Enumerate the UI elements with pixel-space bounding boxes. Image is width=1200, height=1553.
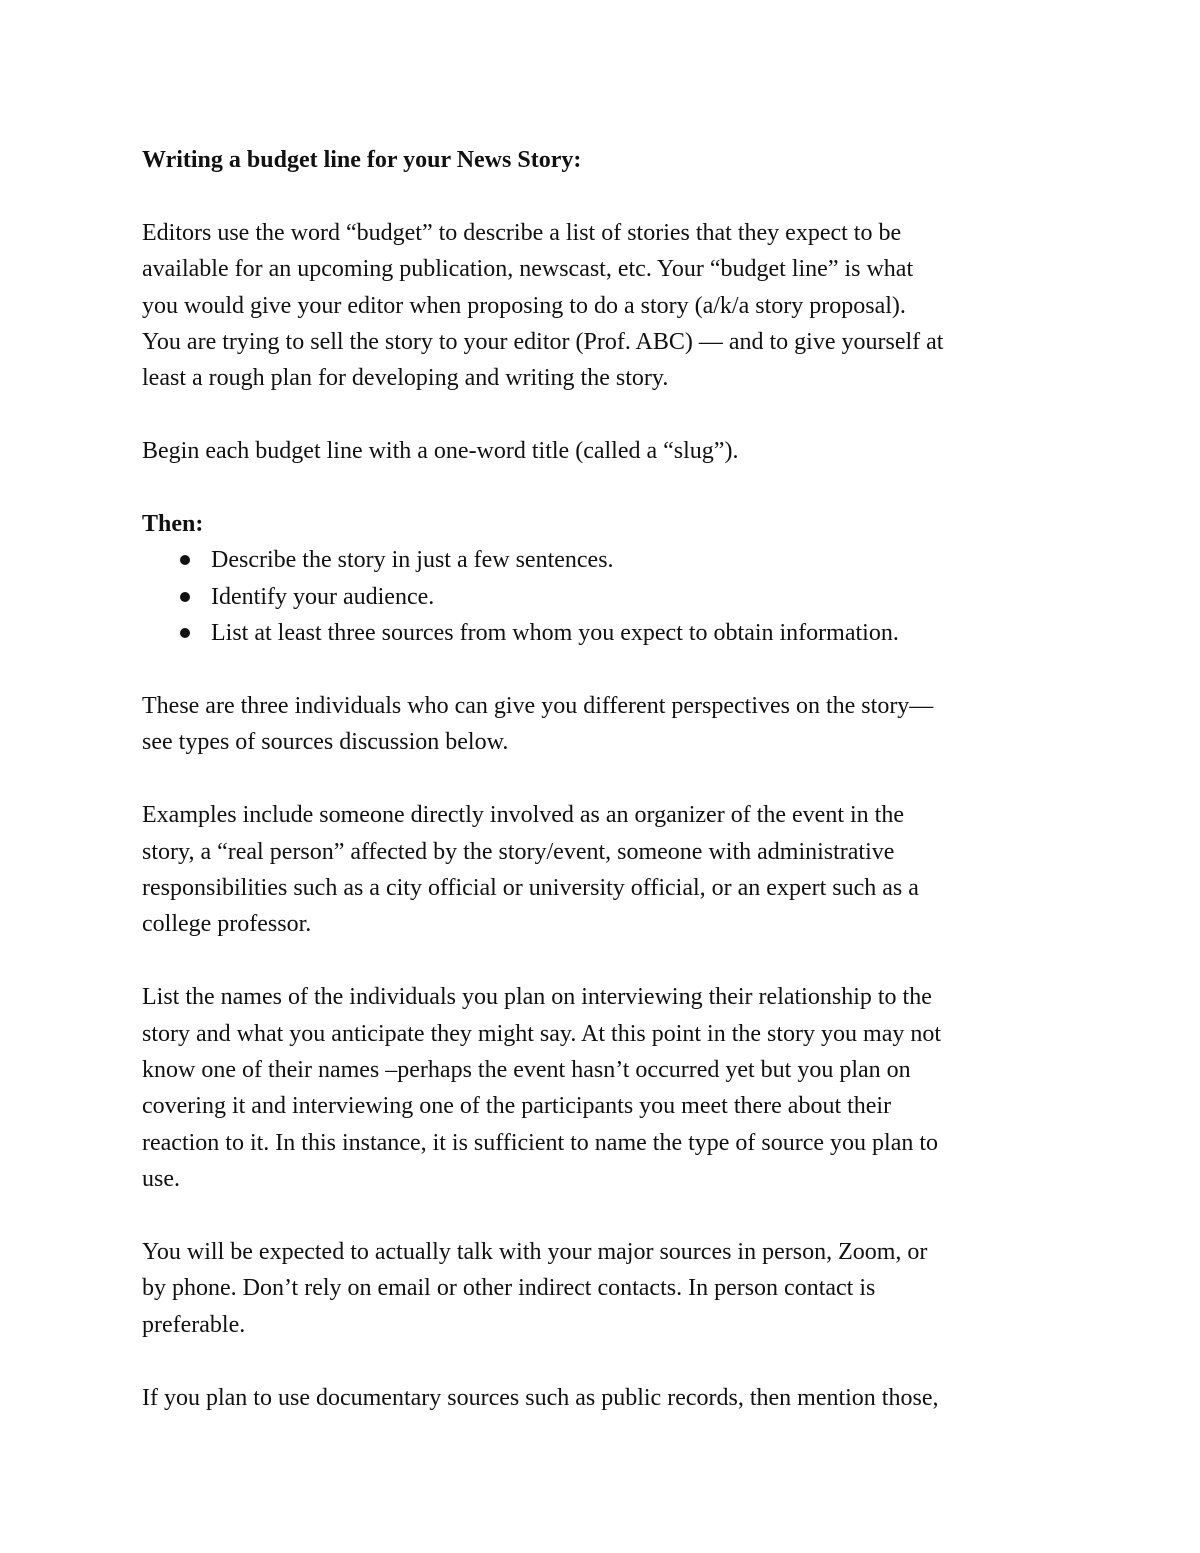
bullet-icon [180, 592, 190, 602]
paragraph-budget-definition [142, 215, 1072, 397]
bullet-icon [180, 628, 190, 638]
document-title: Writing a budget line for your News Story: [142, 147, 582, 173]
text-line: responsibilities such as a city official or university official, or an expert such as a [142, 875, 919, 902]
bullet-list [142, 542, 1072, 651]
text-line: use. [142, 1166, 180, 1193]
text-line: available for an upcoming publication, newscast, etc. Your “budget line” is what [142, 256, 914, 283]
paragraph-perspectives [142, 688, 1072, 761]
bullet-icon [180, 555, 190, 565]
text-line: Begin each budget line with a one-word title (called a “slug”). [142, 438, 739, 465]
text-line: story and what you anticipate they might say. At this point in the story you may not [142, 1020, 942, 1047]
text-line: covering it and interviewing one of the participants you meet there about their [142, 1093, 892, 1120]
text-line: by phone. Don’t rely on email or other indirect contacts. In person contact is [142, 1275, 876, 1302]
text-line: If you plan to use documentary sources such as public records, then mention those, [142, 1384, 939, 1411]
text-line: college professor. [142, 911, 312, 938]
paragraph-talk-sources [142, 1234, 1072, 1343]
paragraph-documentary-sources [142, 1380, 1072, 1416]
list-item-text: List at least three sources from whom you expect to obtain information. [211, 620, 899, 647]
paragraph-examples [142, 797, 1072, 943]
list-item-text: Identify your audience. [211, 583, 435, 610]
text-line: see types of sources discussion below. [142, 729, 509, 756]
text-line: These are three individuals who can give you different perspectives on the story— [142, 693, 934, 720]
list-item-text: Describe the story in just a few sentences. [211, 547, 614, 574]
document-body [142, 142, 1072, 1452]
text-line: story, a “real person” affected by the story/event, someone with administrative [142, 838, 895, 865]
text-line: List the names of the individuals you plan on interviewing their relationship to the [142, 984, 932, 1011]
text-line: you would give your editor when proposing to do a story (a/k/a story proposal). [142, 292, 906, 319]
text-line: know one of their names –perhaps the event hasn’t occurred yet but you plan on [142, 1057, 911, 1084]
paragraph-list-names [142, 979, 1072, 1197]
text-line: You will be expected to actually talk with your major sources in person, Zoom, or [142, 1239, 928, 1266]
list-item [142, 615, 1072, 651]
text-line: Examples include someone directly involved as an organizer of the event in the [142, 802, 904, 829]
text-line: Editors use the word “budget” to describe a list of stories that they expect to be [142, 219, 902, 246]
text-line: You are trying to sell the story to your editor (Prof. ABC) — and to give yourself at [142, 329, 944, 356]
text-line: least a rough plan for developing and writing the story. [142, 365, 669, 392]
then-heading: Then: [142, 511, 204, 538]
list-item [142, 579, 1072, 615]
text-line: reaction to it. In this instance, it is sufficient to name the type of source you plan to [142, 1129, 939, 1156]
paragraph-slug [142, 433, 1072, 469]
text-line: preferable. [142, 1311, 246, 1338]
list-item [142, 542, 1072, 578]
